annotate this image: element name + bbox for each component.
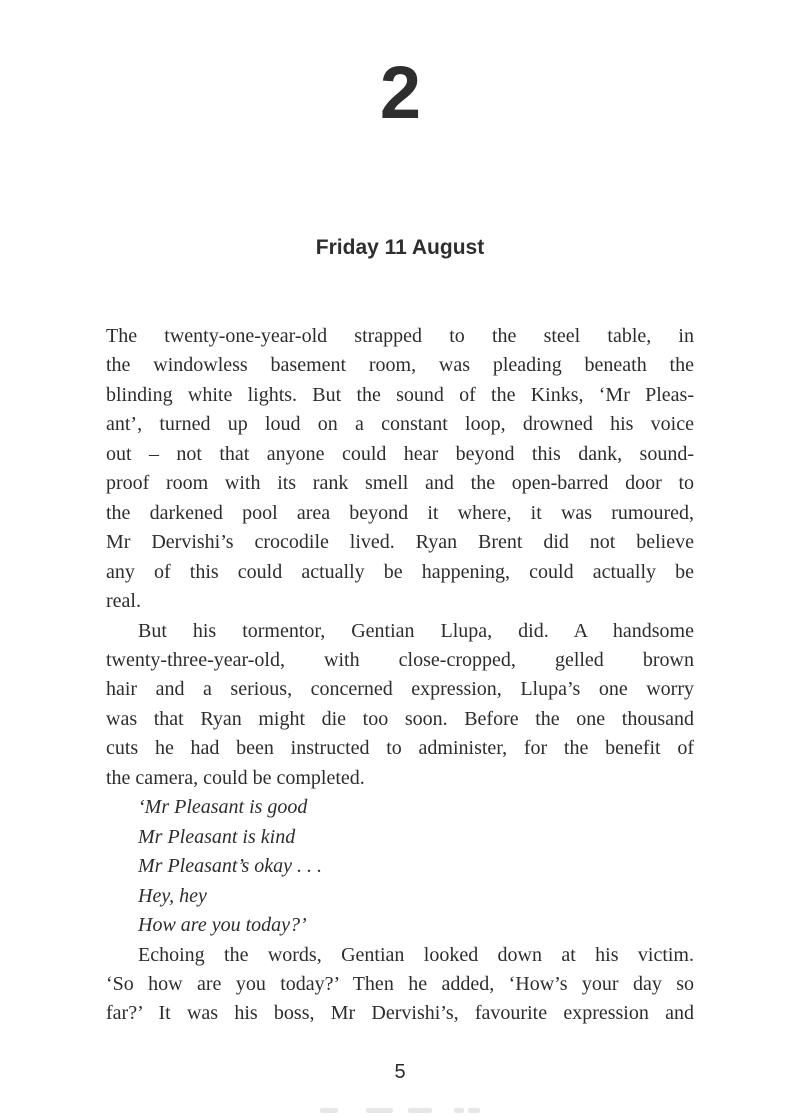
text-line: the darkened pool area beyond it where, it was rumoured,: [106, 501, 694, 524]
print-artifact-mark: [468, 1108, 480, 1113]
text-line: twenty-three-year-old, with close-cropped, gelled brown: [106, 648, 694, 671]
text-line: out – not that anyone could hear beyond this dank, sound-: [106, 442, 694, 465]
text-line: ‘Mr Pleasant is good: [138, 796, 308, 819]
text-line: any of this could actually be happening, could actually be: [106, 560, 694, 583]
text-line: But his tormentor, Gentian Llupa, did. A handsome: [138, 619, 694, 642]
text-line: was that Ryan might die too soon. Before the one thousand: [106, 707, 694, 730]
text-line: ‘So how are you today?’ Then he added, ‘How’s your day so: [106, 972, 694, 995]
text-line: real.: [106, 590, 141, 613]
print-artifact-mark: [454, 1108, 464, 1113]
text-line: How are you today?’: [138, 914, 307, 937]
page-number: 5: [394, 1061, 406, 1083]
print-artifact: [0, 1108, 800, 1116]
text-line: Mr Pleasant’s okay . . .: [138, 855, 323, 878]
print-artifact-mark: [366, 1108, 393, 1113]
chapter-number: 2: [379, 51, 421, 134]
text-line: the windowless basement room, was pleading beneath the: [106, 354, 694, 377]
text-line: cuts he had been instructed to administer, for the benefit of: [106, 737, 694, 760]
text-line: Hey, hey: [138, 884, 207, 907]
print-artifact-mark: [408, 1108, 432, 1113]
text-line: blinding white lights. But the sound of the Kinks, ‘Mr Pleas-: [106, 383, 694, 406]
text-line: proof room with its rank smell and the open-barred door to: [106, 472, 694, 495]
print-artifact-mark: [320, 1108, 338, 1113]
text-line: far?’ It was his boss, Mr Dervishi’s, favourite expression and: [106, 1002, 694, 1025]
text-line: ant’, turned up loud on a constant loop, drowned his voice: [106, 413, 694, 436]
text-line: Mr Pleasant is kind: [138, 825, 296, 848]
date-heading: Friday 11 August: [315, 236, 485, 259]
text-line: The twenty-one-year-old strapped to the steel table, in: [106, 325, 694, 347]
body-text: [106, 322, 694, 1029]
text-line: Mr Dervishi’s crocodile lived. Ryan Brent did not believe: [106, 531, 694, 554]
text-line: hair and a serious, concerned expression, Llupa’s one worry: [106, 678, 694, 701]
text-line: the camera, could be completed.: [106, 766, 365, 789]
text-line: Echoing the words, Gentian looked down at his victim.: [138, 943, 694, 966]
